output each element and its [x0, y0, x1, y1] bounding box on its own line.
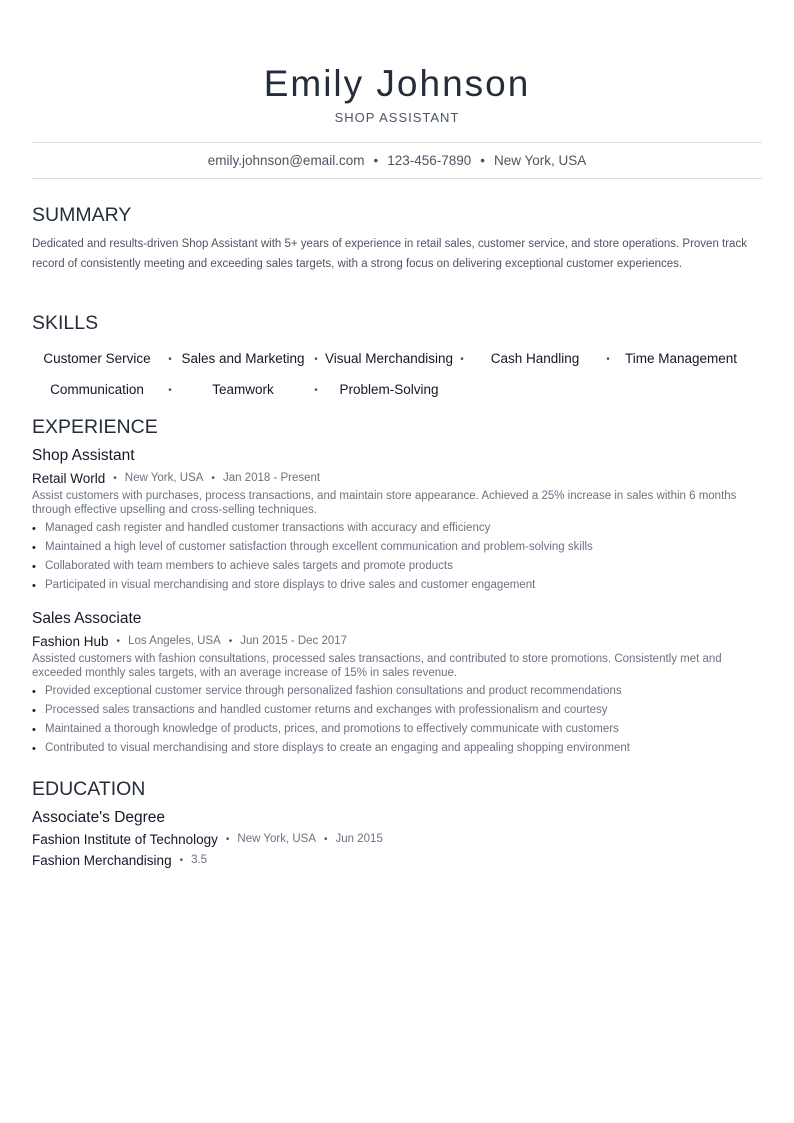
education-degree: Associate's Degree: [32, 809, 166, 826]
job-dates: Jun 2015 - Dec 2017: [240, 635, 348, 647]
job-bullet: • Maintained a thorough knowledge of products, prices, and promotions to effectively communicate with customers: [32, 723, 619, 736]
job-bullet: • Collaborated with team members to achieve sales targets and promote products: [32, 560, 453, 573]
skill-item: Sales and Marketing: [181, 351, 305, 366]
education-entry: [32, 808, 762, 870]
experience-heading: EXPERIENCE: [32, 416, 158, 438]
skill-separator: •: [314, 353, 318, 365]
job-bullet: • Maintained a high level of customer satisfaction through excellent communication and problem-solving skills: [32, 541, 593, 554]
education-location: New York, USA: [237, 833, 317, 845]
meta-separator: •: [225, 833, 230, 845]
candidate-name: Emily Johnson: [263, 63, 531, 104]
skills-row: [32, 376, 762, 404]
meta-separator: •: [211, 472, 215, 484]
job-dates: Jan 2018 - Present: [222, 472, 321, 484]
education-heading: EDUCATION: [32, 778, 146, 800]
skill-separator: •: [460, 353, 464, 365]
contact-separator: •: [480, 153, 485, 168]
education-gpa: 3.5: [191, 854, 208, 866]
job-location: New York, USA: [124, 472, 204, 484]
skill-item: Communication: [50, 382, 144, 397]
experience-entry: [32, 609, 762, 758]
meta-separator: •: [113, 472, 117, 484]
meta-separator: •: [179, 854, 184, 866]
job-bullet: • Managed cash register and handled customer transactions with accuracy and efficiency: [32, 522, 491, 535]
job-meta: [32, 631, 762, 651]
education-meta: [32, 829, 762, 849]
contact-phone[interactable]: 123-456-7890: [387, 153, 472, 168]
contact-location: New York, USA: [494, 153, 587, 168]
contact-bar: [32, 142, 762, 179]
job-role: Sales Associate: [32, 610, 142, 627]
job-company: Fashion Hub: [32, 633, 109, 649]
job-bullet: • Contributed to visual merchandising and store displays to create an engaging and appealing shopping environment: [32, 742, 630, 755]
job-role: Shop Assistant: [32, 447, 135, 464]
skill-item: Problem-Solving: [339, 382, 439, 397]
meta-separator: •: [116, 635, 121, 647]
education-field: Fashion Merchandising: [32, 852, 172, 868]
skill-separator: •: [168, 384, 172, 396]
job-description: Assisted customers with fashion consultations, processed sales transactions, and contributed to store promotions. Consistently met and exceeded monthly sales targets, with an average increase of 15% in sales revenue.: [32, 653, 722, 679]
job-meta: [32, 468, 762, 488]
job-bullet: • Processed sales transactions and handled customer returns and exchanges with professionalism and courtesy: [32, 704, 608, 717]
skill-item: Customer Service: [43, 351, 151, 366]
meta-separator: •: [324, 833, 328, 845]
skill-item: Cash Handling: [490, 351, 580, 366]
candidate-title: SHOP ASSISTANT: [334, 110, 460, 125]
skill-item: Visual Merchandising: [324, 351, 454, 366]
contact-separator: •: [373, 153, 379, 168]
summary-heading: SUMMARY: [32, 204, 132, 226]
summary-text: Dedicated and results-driven Shop Assistant with 5+ years of experience in retail sales, customer service, and store operations. Proven track record of consistently meeting and exceeding sales targets, with a strong focus on delivering exceptional customer experiences.: [32, 238, 747, 270]
skill-separator: •: [168, 353, 172, 365]
job-company: Retail World: [32, 470, 106, 486]
job-location: Los Angeles, USA: [128, 635, 221, 647]
job-bullets: [32, 682, 762, 758]
education-field-row: [32, 850, 762, 870]
skill-item: Time Management: [624, 351, 738, 366]
job-description: Assist customers with purchases, process transactions, and maintain store appearance. Achieved a 25% increase in sales within 6 months through effective upselling and cross-selling techniques.: [32, 490, 737, 516]
skills-row: [32, 342, 762, 376]
contact-email[interactable]: emily.johnson@email.com: [207, 153, 365, 168]
education-date: Jun 2015: [335, 833, 383, 845]
job-bullets: [32, 519, 762, 595]
job-bullet: • Participated in visual merchandising and store displays to drive sales and customer engagement: [32, 579, 536, 592]
skill-item: Teamwork: [212, 382, 274, 397]
experience-entry: [32, 446, 762, 595]
meta-separator: •: [228, 635, 233, 647]
job-bullet: • Provided exceptional customer service through personalized fashion consultations and product recommendations: [32, 685, 622, 698]
skills-grid: [32, 342, 762, 404]
skills-heading: SKILLS: [32, 312, 99, 334]
skill-separator: •: [606, 353, 610, 365]
education-school: Fashion Institute of Technology: [32, 831, 218, 847]
skill-separator: •: [314, 384, 318, 396]
